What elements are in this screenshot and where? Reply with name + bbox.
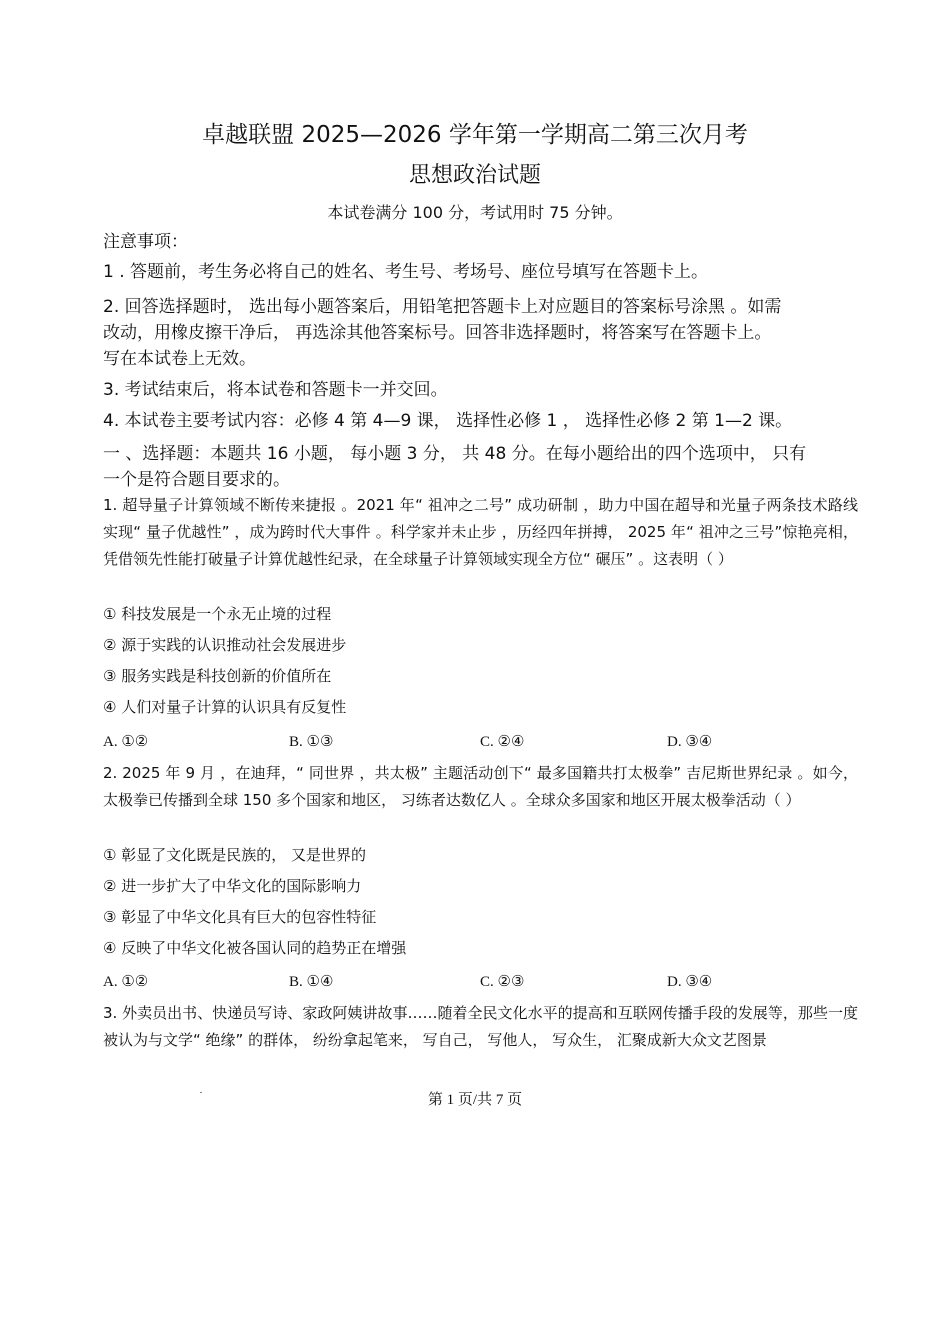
question-1-choice-d: D. ③④ xyxy=(667,734,713,750)
question-1-statement-3: ③ 服务实践是科技创新的价值所在 xyxy=(103,667,332,685)
question-3-stem: 3. 外卖员出书、快递员写诗、家政阿姨讲故事……随着全民文化水平的提高和互联网传播手段的发展等，那些一度被认为与文学“ 绝缘” 的群体， 纷纷拿起笔来， 写自己， 写他人， 写众生， 汇聚成新大众文艺图景 xyxy=(103,1004,858,1049)
section-heading-line-2: 一个是符合题目要求的。 xyxy=(103,470,290,490)
note-2-line-3: 写在本试卷上无效。 xyxy=(103,349,256,369)
question-1-choice-c: C. ②④ xyxy=(480,734,525,750)
exam-info: 本试卷满分 100 分，考试用时 75 分钟。 xyxy=(327,203,623,222)
question-1-choice-a: A. ①② xyxy=(103,734,149,750)
question-2-statement-2: ② 进一步扩大了中华文化的国际影响力 xyxy=(103,877,362,895)
note-4: 4. 本试卷主要考试内容：必修 4 第 4—9 课， 选择性必修 1 ， 选择性必修 2 第 1—2 课。 xyxy=(103,411,793,431)
notes-heading: 注意事项： xyxy=(103,232,188,252)
question-2-choice-a: A. ①② xyxy=(103,974,149,990)
question-1-stem: 1. 超导量子计算领域不断传来捷报 。2021 年“ 祖冲之二号” 成功研制 ，助力中国在超导和光量子两条技术路线实现“ 量子优越性” ，成为跨时代大事件 。科学家并未止步 ，历经四年拼搏， 2025 年“ 祖冲之三号”惊艳亮相，凭借领先性能打破量子计算优越性纪录，在全球量子计算领域实现全方位“ 碾压” 。这表明（ ） xyxy=(103,496,858,568)
subject-title: 思想政治试题 xyxy=(408,163,541,188)
question-1-choice-b: B. ①③ xyxy=(289,734,334,750)
question-1-statement-4: ④ 人们对量子计算的认识具有反复性 xyxy=(103,698,347,716)
note-2-line-1: 2. 回答选择题时， 选出每小题答案后，用铅笔把答题卡上对应题目的答案标号涂黑 。如需 xyxy=(103,297,782,317)
exam-title: 卓越联盟 2025—2026 学年第一学期高二第三次月考 xyxy=(202,122,748,148)
note-2-line-2: 改动，用橡皮擦干净后， 再选涂其他答案标号。回答非选择题时，将答案写在答题卡上。 xyxy=(103,323,772,343)
question-2-statement-3: ③ 彰显了中华文化具有巨大的包容性特征 xyxy=(103,908,377,926)
question-2-statement-1: ① 彰显了文化既是民族的， 又是世界的 xyxy=(103,846,366,864)
note-1: 1 . 答题前，考生务必将自己的姓名、考生号、考场号、座位号填写在答题卡上。 xyxy=(103,262,709,282)
question-1-statement-2: ② 源于实践的认识推动社会发展进步 xyxy=(103,636,347,654)
question-2-statement-4: ④ 反映了中华文化被各国认同的趋势正在增强 xyxy=(103,939,407,957)
question-2-stem: 2. 2025 年 9 月 ，在迪拜，“ 同世界 ，共太极” 主题活动创下“ 最多国籍共打太极拳” 吉尼斯世界纪录 。如今，太极拳已传播到全球 150 多个国家和地区， 习练者达数亿人 。全球众多国家和地区开展太极拳活动（ ） xyxy=(103,764,858,809)
note-3: 3. 考试结束后，将本试卷和答题卡一并交回。 xyxy=(103,380,448,400)
question-1-statement-1: ① 科技发展是一个永无止境的过程 xyxy=(103,605,332,623)
question-2-choice-b: B. ①④ xyxy=(289,974,334,990)
section-heading-line-1: 一 、选择题：本题共 16 小题， 每小题 3 分， 共 48 分。在每小题给出的四个选项中， 只有 xyxy=(103,444,807,464)
question-2-choice-d: D. ③④ xyxy=(667,974,713,990)
page-number: 第 1 页/共 7 页 xyxy=(427,1092,523,1108)
question-2-choice-c: C. ②③ xyxy=(480,974,525,990)
